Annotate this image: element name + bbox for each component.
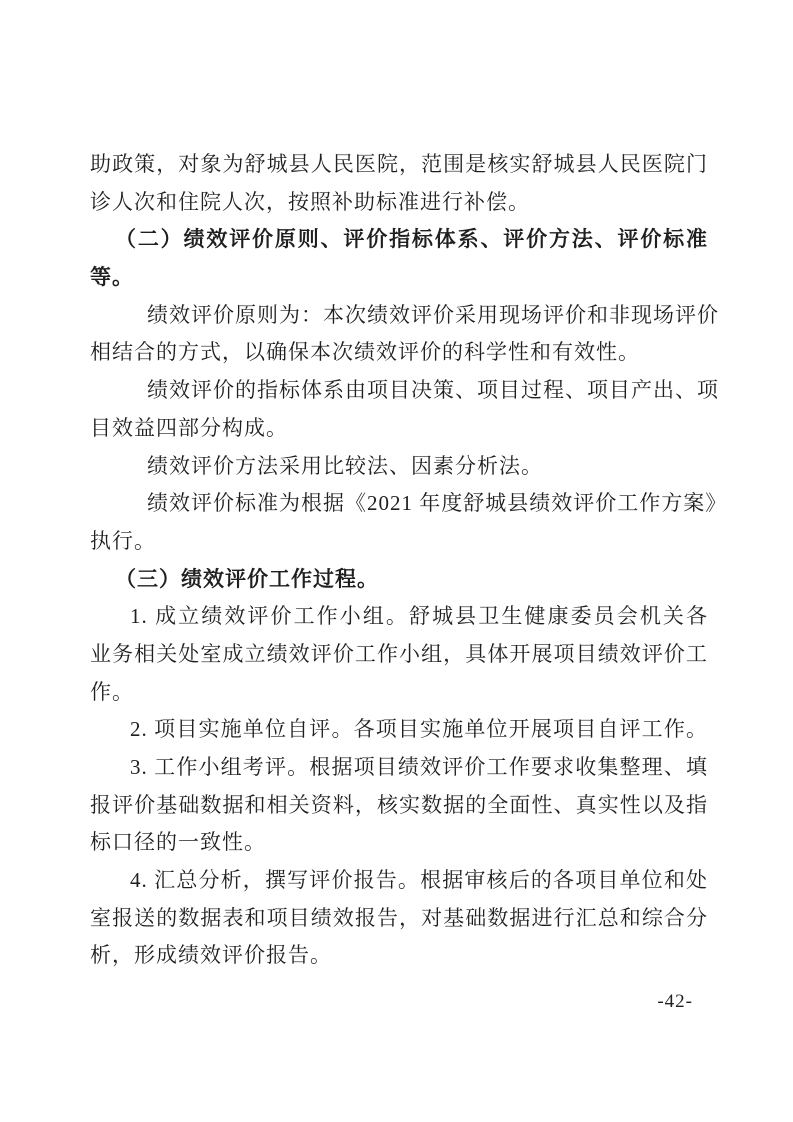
document-body — [90, 146, 728, 975]
section-heading-3 — [90, 561, 708, 599]
section-heading-2 — [90, 221, 708, 296]
text-line: 室报送的数据表和项目绩效报告，对基础数据进行汇总和综合分 — [90, 905, 708, 930]
paragraph-step-2-self-evaluation — [90, 711, 708, 749]
text-line: 4. 汇总分析，撰写评价报告。根据审核后的各项目单位和处 — [130, 868, 708, 893]
text-line: 诊人次和住院人次，按照补助标准进行补偿。 — [90, 189, 530, 214]
paragraph-continuation-subsidy-policy — [90, 146, 708, 221]
text-line: 目效益四部分构成。 — [90, 415, 288, 440]
paragraph-evaluation-principles — [90, 297, 719, 372]
text-line: 绩效评价的指标体系由项目决策、项目过程、项目产出、项 — [147, 378, 719, 403]
heading-line: （三）绩效评价工作过程。 — [115, 566, 379, 591]
text-line: 2. 项目实施单位自评。各项目实施单位开展项目自评工作。 — [130, 717, 708, 742]
text-line: 业务相关处室成立绩效评价工作小组，具体开展项目绩效评价工 — [90, 641, 708, 666]
heading-line: （二）绩效评价原则、评价指标体系、评价方法、评价标准 — [115, 227, 708, 252]
text-line: 标口径的一致性。 — [90, 830, 266, 855]
text-line: 析，形成绩效评价报告。 — [90, 943, 332, 968]
text-line: 作。 — [90, 679, 134, 704]
text-line: 3. 工作小组考评。根据项目绩效评价工作要求收集整理、填 — [130, 755, 708, 779]
text-line: 绩效评价原则为：本次绩效评价采用现场评价和非现场评价 — [147, 302, 719, 327]
page-number: -42- — [657, 991, 693, 1012]
text-line: 1. 成立绩效评价工作小组。舒城县卫生健康委员会机关各 — [130, 604, 708, 629]
paragraph-indicator-system — [90, 372, 719, 447]
paragraph-step-3-group-review — [90, 749, 708, 862]
text-line: 绩效评价标准为根据《2021 年度舒城县绩效评价工作方案》 — [147, 491, 728, 516]
text-line: 报评价基础数据和相关资料，核实数据的全面性、真实性以及指 — [90, 792, 708, 817]
paragraph-step-1-work-group — [90, 598, 708, 711]
text-line: 执行。 — [90, 528, 156, 553]
paragraph-evaluation-methods — [90, 448, 708, 486]
text-line: 相结合的方式，以确保本次绩效评价的科学性和有效性。 — [90, 340, 640, 365]
paragraph-evaluation-standards — [90, 485, 728, 560]
paragraph-step-4-summary-report — [90, 862, 708, 975]
text-line: 助政策，对象为舒城县人民医院，范围是核实舒城县人民医院门 — [90, 152, 708, 176]
text-line: 绩效评价方法采用比较法、因素分析法。 — [147, 453, 543, 478]
heading-line: 等。 — [90, 265, 134, 290]
